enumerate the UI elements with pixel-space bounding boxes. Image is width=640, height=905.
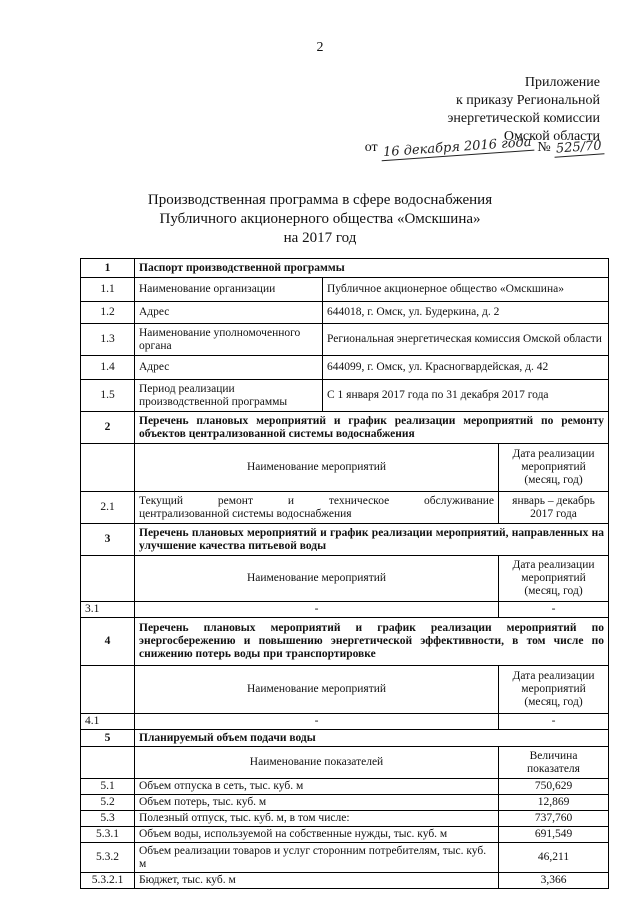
section-number: 2 — [81, 412, 135, 444]
row-number: 5.3 — [81, 811, 135, 827]
appendix-line: Приложение — [524, 75, 600, 90]
row-label: Полезный отпуск, тыс. куб. м, в том числе: — [135, 811, 499, 827]
row-label: Период реализации производственной программы — [135, 380, 323, 412]
row-name: - — [135, 602, 499, 618]
row-value: 3,366 — [499, 873, 609, 889]
table-row — [81, 873, 609, 889]
table-row — [81, 356, 609, 380]
section-row — [81, 730, 609, 747]
row-number: 1.4 — [81, 356, 135, 380]
header-row — [81, 556, 609, 602]
row-number: 1.2 — [81, 302, 135, 324]
order-number-label: № — [537, 140, 551, 155]
title-line: Публичного акционерного общества «Омскшина» — [159, 211, 481, 227]
appendix-line: Омской области — [503, 129, 600, 144]
table-row — [81, 827, 609, 843]
row-name-line: Текущий ремонт и техническое обслуживание — [139, 494, 494, 507]
row-value: 12,869 — [499, 795, 609, 811]
row-number: 5.1 — [81, 779, 135, 795]
row-value: Публичное акционерное общество «Омскшина» — [323, 278, 609, 302]
row-value: 46,211 — [499, 843, 609, 873]
row-number: 1.3 — [81, 324, 135, 356]
row-label: Наименование организации — [135, 278, 323, 302]
row-label: Объем реализации товаров и услуг сторонним потребителям, тыс. куб. м — [135, 843, 499, 873]
header-value: Величина показателя — [499, 747, 609, 779]
row-value: 644099, г. Омск, ул. Красногвардейская, д. 42 — [323, 356, 609, 380]
table-row — [81, 492, 609, 524]
section-number: 3 — [81, 524, 135, 556]
row-name: - — [135, 714, 499, 730]
row-number: 5.3.1 — [81, 827, 135, 843]
table-row — [81, 602, 609, 618]
table-row — [81, 302, 609, 324]
header-name: Наименование мероприятий — [135, 444, 499, 492]
row-label: Наименование уполномоченного органа — [135, 324, 323, 356]
row-label: Адрес — [135, 302, 323, 324]
table-row — [81, 779, 609, 795]
row-value: Региональная энергетическая комиссия Омской области — [323, 324, 609, 356]
row-label: Адрес — [135, 356, 323, 380]
document-title — [0, 191, 640, 248]
title-line: на 2017 год — [283, 230, 357, 246]
program-table — [80, 258, 609, 889]
header-row — [81, 666, 609, 714]
header-empty-cell — [81, 556, 135, 602]
row-value: 737,760 — [499, 811, 609, 827]
order-number-handwritten: 525/70 — [554, 138, 605, 157]
row-name-line: централизованной системы водоснабжения — [139, 507, 352, 520]
table-row — [81, 278, 609, 302]
section-row — [81, 618, 609, 666]
header-row — [81, 747, 609, 779]
order-date-handwritten: 16 декабря 2016 года — [381, 135, 534, 162]
row-number: 5.2 — [81, 795, 135, 811]
table-row — [81, 324, 609, 356]
row-value: С 1 января 2017 года по 31 декабря 2017 года — [323, 380, 609, 412]
table-row — [81, 714, 609, 730]
row-name — [135, 492, 499, 524]
row-number: 5.3.2.1 — [81, 873, 135, 889]
order-prefix: от — [364, 140, 378, 155]
section-title: Перечень плановых мероприятий и график реализации мероприятий по ремонту объектов централизованной системы водоснабжения — [135, 412, 609, 444]
section-title: Перечень плановых мероприятий и график реализации мероприятий, направленных на улучшение качества питьевой воды — [135, 524, 609, 556]
section-row — [81, 524, 609, 556]
row-number: 1.5 — [81, 380, 135, 412]
section-row — [81, 259, 609, 278]
row-value: 750,629 — [499, 779, 609, 795]
section-number: 5 — [81, 730, 135, 747]
row-label: Объем отпуска в сеть, тыс. куб. м — [135, 779, 499, 795]
header-empty-cell — [81, 444, 135, 492]
section-title: Перечень плановых мероприятий и график реализации мероприятий по энергосбережению и повышению энергетической эффективности, в том числе по снижению потерь воды при транспортировке — [135, 618, 609, 666]
header-date: Дата реализации мероприятий (месяц, год) — [499, 666, 609, 714]
header-name: Наименование показателей — [135, 747, 499, 779]
section-number: 4 — [81, 618, 135, 666]
header-date: Дата реализации мероприятий (месяц, год) — [499, 444, 609, 492]
row-date: - — [499, 602, 609, 618]
section-number: 1 — [81, 259, 135, 278]
table-row — [81, 380, 609, 412]
page-number: 2 — [316, 40, 324, 55]
row-number: 5.3.2 — [81, 843, 135, 873]
row-label: Объем потерь, тыс. куб. м — [135, 795, 499, 811]
table-row — [81, 843, 609, 873]
section-title: Паспорт производственной программы — [135, 259, 609, 278]
appendix-line: к приказу Региональной — [455, 93, 600, 108]
row-number: 3.1 — [81, 602, 135, 618]
row-date: - — [499, 714, 609, 730]
row-number: 2.1 — [81, 492, 135, 524]
section-title: Планируемый объем подачи воды — [135, 730, 609, 747]
row-value: 644018, г. Омск, ул. Будеркина, д. 2 — [323, 302, 609, 324]
row-value: 691,549 — [499, 827, 609, 843]
row-label: Бюджет, тыс. куб. м — [135, 873, 499, 889]
header-name: Наименование мероприятий — [135, 556, 499, 602]
header-empty-cell — [81, 666, 135, 714]
header-empty-cell — [81, 747, 135, 779]
table-row — [81, 811, 609, 827]
appendix-line: энергетической комиссии — [447, 111, 600, 126]
header-row — [81, 444, 609, 492]
header-date: Дата реализации мероприятий (месяц, год) — [499, 556, 609, 602]
section-row — [81, 412, 609, 444]
header-name: Наименование мероприятий — [135, 666, 499, 714]
row-date: январь – декабрь 2017 года — [499, 492, 609, 524]
row-number: 1.1 — [81, 278, 135, 302]
title-line: Производственная программа в сфере водоснабжения — [147, 192, 493, 208]
table-row — [81, 795, 609, 811]
row-label: Объем воды, используемой на собственные нужды, тыс. куб. м — [135, 827, 499, 843]
row-number: 4.1 — [81, 714, 135, 730]
